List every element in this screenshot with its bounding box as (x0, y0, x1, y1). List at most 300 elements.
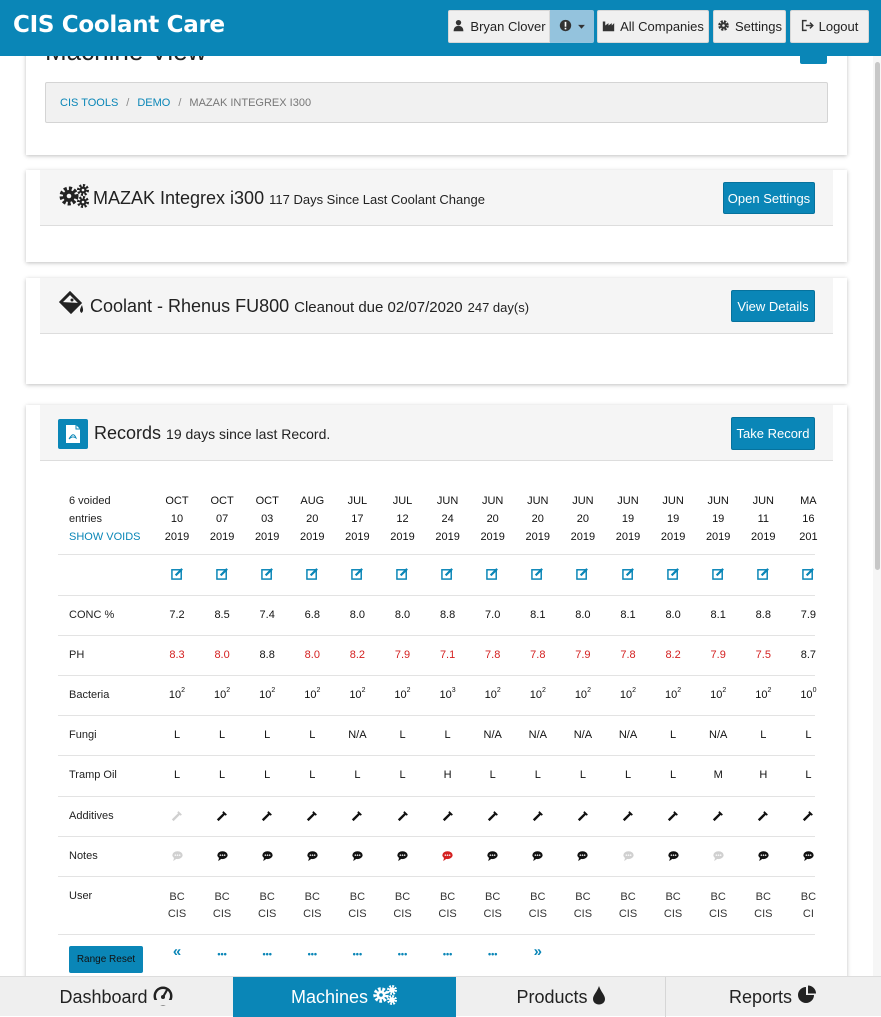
tab-reports[interactable] (666, 977, 881, 1017)
voided-entries (69, 492, 141, 546)
row-label-conc: CONC % (69, 609, 115, 621)
fungi-value: N/A (348, 729, 367, 741)
record-date-d: 20 (486, 513, 499, 525)
open-settings-button[interactable]: Open Settings (723, 182, 815, 214)
tab-machines-label: Machines (290, 986, 369, 1007)
pager-page[interactable]: ••• (352, 949, 363, 959)
user-initials (695, 889, 741, 923)
user-initials-line: BC (530, 891, 546, 903)
cleanout-days: 247 day(s) (467, 300, 530, 315)
tab-dashboard-label: Dashboard (59, 986, 148, 1007)
conc-value: 8.1 (620, 609, 636, 621)
machine-title (93, 188, 485, 209)
user-initials (425, 889, 471, 923)
note-icon[interactable] (380, 850, 426, 865)
cleanout-due: Cleanout due 02/07/2020 (294, 299, 463, 316)
note-icon[interactable] (785, 850, 831, 865)
edit-icon[interactable] (785, 567, 831, 583)
additive-icon[interactable] (515, 810, 561, 825)
tab-products-label: Products (516, 986, 588, 1007)
all-companies-button[interactable] (597, 10, 709, 43)
edit-icon[interactable] (154, 567, 200, 583)
pager-page[interactable]: ••• (442, 949, 453, 959)
additive-icon[interactable] (199, 810, 245, 825)
user-company-line: CIS (528, 908, 547, 920)
tramp-oil-value: L (264, 769, 271, 781)
record-date-d: 07 (215, 513, 229, 525)
note-icon[interactable] (154, 850, 200, 865)
bacteria-base: 10 (755, 689, 768, 701)
user-initials-line: BC (304, 891, 320, 903)
edit-icon[interactable] (425, 567, 471, 583)
gears-icon (372, 985, 398, 1010)
conc-value: 8.8 (755, 609, 771, 621)
fungi-value: L (805, 729, 812, 741)
breadcrumb-link-site[interactable]: DEMO (137, 96, 171, 109)
pager-page[interactable]: ••• (397, 949, 408, 959)
row-divider (58, 675, 815, 676)
note-icon[interactable] (740, 850, 786, 865)
edit-icon[interactable] (199, 567, 245, 583)
user-initials-line: BC (394, 891, 411, 903)
user-initials (470, 889, 516, 923)
ph-value: 8.3 (169, 649, 185, 661)
fungi-value: L (309, 729, 316, 741)
show-voids-link[interactable]: SHOW VOIDS (69, 531, 141, 543)
fungi-value: N/A (573, 729, 593, 741)
user-company-line: CIS (212, 908, 232, 920)
gears-icon (58, 184, 90, 213)
voided-count: 6 voided (69, 495, 111, 507)
bacteria-base: 10 (168, 689, 182, 701)
record-date-header (380, 492, 426, 546)
record-date-header (515, 492, 561, 546)
bacteria-exponent: 2 (496, 687, 501, 694)
user-company-line: CIS (618, 908, 638, 920)
edit-icon[interactable] (244, 567, 290, 583)
user-initials (289, 889, 335, 923)
record-date-y: 2019 (615, 531, 641, 543)
fungi-value: L (173, 729, 181, 741)
additive-icon[interactable] (560, 810, 606, 825)
user-company-line: CIS (303, 908, 322, 920)
brand-logo[interactable]: CIS Coolant Care (13, 12, 225, 38)
pager-page[interactable]: ••• (262, 949, 272, 959)
all-companies-label: All Companies (620, 19, 704, 34)
record-date-y: 2019 (390, 531, 415, 543)
bacteria-exponent: 2 (541, 687, 546, 694)
record-date-m: JUN (662, 495, 684, 507)
record-date-y: 2019 (705, 531, 731, 543)
conc-value: 7.0 (485, 609, 501, 621)
conc-value: 8.5 (214, 609, 230, 621)
ph-value: 7.9 (575, 649, 591, 661)
row-label-ph: PH (69, 649, 85, 661)
bacteria-base: 10 (439, 689, 452, 701)
bacteria-base: 10 (529, 689, 542, 701)
record-date-y: 201 (799, 531, 818, 543)
record-date-m: JUN (617, 495, 639, 507)
edit-icon[interactable] (470, 567, 516, 583)
additive-icon[interactable] (470, 810, 516, 825)
bacteria-value (650, 689, 696, 701)
ph-value: 7.1 (439, 649, 456, 661)
pager-prev[interactable]: « (172, 943, 182, 960)
pdf-icon[interactable] (58, 419, 88, 449)
user-icon (452, 19, 465, 35)
note-icon[interactable] (695, 850, 741, 865)
tab-machines[interactable] (233, 977, 456, 1017)
record-date-d: 24 (441, 513, 454, 525)
tramp-oil-value: L (489, 769, 496, 781)
user-initials-line: BC (710, 891, 726, 903)
additive-icon[interactable] (695, 810, 741, 825)
record-date-m: JUL (392, 495, 413, 507)
bacteria-exponent: 2 (767, 687, 772, 694)
bacteria-exponent: 0 (812, 687, 817, 694)
bacteria-value (199, 689, 245, 701)
record-date-d: 11 (757, 513, 769, 525)
pager-page[interactable]: ••• (307, 949, 318, 959)
note-icon[interactable] (425, 850, 471, 865)
tramp-oil-value: L (173, 769, 181, 781)
gear-icon (717, 19, 730, 35)
user-initials (560, 889, 606, 923)
tramp-oil-value: L (309, 769, 316, 781)
record-date-d: 20 (531, 513, 544, 525)
ph-value: 7.8 (620, 649, 636, 661)
user-company-line: CIS (167, 908, 187, 920)
user-company-line: CIS (483, 908, 502, 920)
conc-value: 8.0 (665, 609, 681, 621)
ph-value: 7.8 (485, 649, 501, 661)
bacteria-value (785, 689, 831, 701)
bacteria-exponent: 3 (451, 687, 456, 694)
edit-icon[interactable] (515, 567, 561, 583)
record-date-m: MA (800, 495, 817, 507)
tramp-oil-value: L (624, 769, 632, 781)
ph-value: 8.0 (304, 649, 320, 661)
pager-next[interactable]: » (533, 943, 542, 960)
view-details-button[interactable]: View Details (731, 290, 815, 322)
row-divider (58, 715, 815, 716)
user-initials (244, 889, 290, 923)
tab-dashboard[interactable] (0, 977, 233, 1017)
record-date-header (695, 492, 741, 546)
ph-value: 8.2 (349, 649, 366, 661)
take-record-button[interactable]: Take Record (731, 417, 815, 450)
ph-value: 7.9 (394, 649, 411, 661)
fungi-value: N/A (709, 729, 728, 741)
edit-icon[interactable] (650, 567, 696, 583)
additive-icon[interactable] (785, 810, 831, 825)
user-company-line: CI (802, 908, 814, 920)
record-date-m: JUN (572, 495, 594, 507)
row-label-tramp-oil: Tramp Oil (69, 769, 117, 781)
range-reset-button[interactable]: Range Reset (69, 946, 143, 973)
fungi-value: N/A (528, 729, 547, 741)
additive-icon[interactable] (380, 810, 426, 825)
conc-value: 7.2 (169, 609, 185, 621)
additive-icon[interactable] (154, 810, 200, 825)
tab-reports-label: Reports (728, 986, 793, 1007)
conc-value: 8.0 (349, 609, 366, 621)
bacteria-value (334, 689, 380, 701)
record-date-m: JUN (436, 495, 459, 507)
edit-icon[interactable] (380, 567, 426, 583)
bacteria-exponent: 2 (316, 687, 321, 694)
record-date-d: 19 (712, 513, 725, 525)
record-date-y: 2019 (300, 531, 325, 543)
exclamation-icon (559, 19, 572, 35)
conc-value: 8.1 (710, 609, 726, 621)
user-initials (199, 889, 245, 923)
conc-value: 7.9 (800, 609, 817, 621)
record-date-m: JUN (527, 495, 549, 507)
tramp-oil-value: L (399, 769, 406, 781)
logout-icon (801, 19, 814, 35)
bottom-tab-bar (0, 976, 881, 1016)
note-icon[interactable] (199, 850, 245, 865)
bacteria-base: 10 (394, 689, 407, 701)
conc-value: 8.8 (439, 609, 456, 621)
user-company-line: CIS (258, 908, 277, 920)
logout-label: Logout (818, 19, 859, 34)
record-date-y: 2019 (570, 531, 596, 543)
record-date-m: JUN (707, 495, 729, 507)
user-initials-line: BC (575, 891, 591, 903)
bacteria-exponent: 2 (632, 687, 637, 694)
user-initials (154, 889, 200, 923)
note-icon[interactable] (560, 850, 606, 865)
breadcrumb-separator: / (126, 96, 130, 109)
row-divider (58, 876, 815, 877)
record-date-header (785, 492, 831, 546)
row-divider (58, 755, 815, 756)
bacteria-value (425, 689, 471, 701)
user-initials-line: BC (439, 891, 456, 903)
factory-icon (602, 19, 615, 35)
fungi-value: L (399, 729, 406, 741)
user-initials-line: BC (349, 891, 366, 903)
user-company-line: CIS (438, 908, 457, 920)
record-date-m: AUG (300, 495, 325, 507)
note-icon[interactable] (334, 850, 380, 865)
row-label-additives: Additives (69, 810, 114, 822)
record-date-y: 2019 (525, 531, 551, 543)
voided-entries-label: entries (69, 513, 103, 525)
note-icon[interactable] (244, 850, 290, 865)
logout-button[interactable] (790, 10, 869, 43)
fungi-value: L (670, 729, 677, 741)
conc-value: 8.0 (394, 609, 411, 621)
additive-icon[interactable] (740, 810, 786, 825)
bacteria-base: 10 (619, 689, 633, 701)
machine-name: MAZAK Integrex i300 (93, 188, 265, 208)
ph-value: 7.8 (530, 649, 546, 661)
user-company-line: CIS (709, 908, 728, 920)
edit-icon[interactable] (695, 567, 741, 583)
record-date-header (334, 492, 380, 546)
record-date-m: OCT (210, 495, 234, 507)
tachometer-icon (152, 985, 174, 1010)
pager-page[interactable]: ••• (217, 949, 227, 959)
row-label-notes: Notes (69, 850, 98, 862)
user-initials (740, 889, 786, 923)
records-title (94, 423, 330, 444)
record-date-header (199, 492, 245, 546)
days-since-record: 19 days since last Record. (166, 426, 331, 442)
conc-value: 7.4 (259, 609, 275, 621)
fungi-value: L (444, 729, 451, 741)
row-label-bacteria: Bacteria (69, 689, 110, 701)
tramp-oil-value: M (713, 769, 723, 781)
user-initials-line: BC (800, 891, 817, 903)
additive-icon[interactable] (425, 810, 471, 825)
user-initials (515, 889, 561, 923)
record-date-m: JUN (481, 495, 504, 507)
pager-page[interactable]: ••• (487, 949, 498, 959)
record-date-d: 19 (666, 513, 680, 525)
record-date-d: 16 (802, 513, 815, 525)
record-date-y: 2019 (660, 531, 686, 543)
bacteria-value (560, 689, 606, 701)
additive-icon[interactable] (244, 810, 290, 825)
edit-icon[interactable] (560, 567, 606, 583)
bacteria-exponent: 2 (226, 687, 231, 694)
additive-icon[interactable] (605, 810, 651, 825)
user-company-line: CIS (573, 908, 593, 920)
row-label-user: User (69, 890, 93, 902)
record-date-y: 2019 (164, 531, 190, 543)
breadcrumb-link-company[interactable]: CIS TOOLS (60, 96, 119, 109)
user-menu-button[interactable] (448, 10, 550, 43)
record-date-d: 03 (261, 513, 274, 525)
note-icon[interactable] (289, 850, 335, 865)
record-date-header (289, 492, 335, 546)
bacteria-value (380, 689, 426, 701)
fungi-value: L (760, 729, 767, 741)
additive-icon[interactable] (334, 810, 380, 825)
user-company-line: CIS (754, 908, 773, 920)
user-initials-line: BC (485, 891, 501, 903)
user-initials-line: BC (665, 891, 681, 903)
record-date-y: 2019 (751, 531, 776, 543)
bacteria-exponent: 2 (271, 687, 276, 694)
tramp-oil-value: L (534, 769, 541, 781)
user-initials (785, 889, 831, 923)
settings-button[interactable] (713, 10, 786, 43)
bacteria-value (470, 689, 516, 701)
record-date-d: 19 (621, 513, 635, 525)
record-date-m: OCT (255, 495, 279, 507)
bacteria-exponent: 2 (181, 687, 186, 694)
edit-icon[interactable] (334, 567, 380, 583)
edit-icon[interactable] (740, 567, 786, 583)
row-divider (58, 796, 815, 797)
bacteria-value (154, 689, 200, 701)
tramp-oil-value: L (219, 769, 226, 781)
breadcrumb (45, 82, 828, 123)
coolant-name: Coolant - Rhenus FU800 (90, 296, 290, 316)
user-company-line: CIS (663, 908, 683, 920)
record-date-y: 2019 (435, 531, 460, 543)
tramp-oil-value: H (759, 769, 768, 781)
bacteria-exponent: 2 (406, 687, 411, 694)
edit-icon[interactable] (605, 567, 651, 583)
tramp-oil-value: H (443, 769, 452, 781)
record-date-header (650, 492, 696, 546)
pie-chart-icon (796, 985, 818, 1010)
user-initials (605, 889, 651, 923)
ph-value: 8.7 (800, 649, 817, 661)
records-label: Records (94, 423, 162, 443)
note-icon[interactable] (515, 850, 561, 865)
bacteria-base: 10 (349, 689, 362, 701)
days-since-coolant-change: 117 Days Since Last Coolant Change (269, 192, 485, 207)
bacteria-base: 10 (304, 689, 317, 701)
breadcrumb-separator: / (178, 96, 182, 109)
tramp-oil-value: L (579, 769, 586, 781)
conc-value: 6.8 (304, 609, 320, 621)
user-initials-line: BC (259, 891, 275, 903)
bacteria-base: 10 (574, 689, 588, 701)
user-initials (380, 889, 426, 923)
row-divider (58, 934, 815, 935)
tab-products[interactable] (456, 977, 666, 1017)
user-initials (334, 889, 380, 923)
bacteria-exponent: 2 (587, 687, 591, 694)
tint-drop-icon (592, 985, 606, 1010)
bacteria-base: 10 (484, 689, 497, 701)
record-date-m: JUN (752, 495, 774, 507)
tramp-oil-value: L (354, 769, 361, 781)
fungi-value: L (264, 729, 271, 741)
record-date-d: 10 (170, 513, 184, 525)
conc-value: 8.1 (530, 609, 546, 621)
user-initials-line: BC (169, 891, 185, 903)
settings-label: Settings (735, 19, 782, 34)
bacteria-base: 10 (710, 689, 723, 701)
alert-dropdown-button[interactable] (550, 10, 594, 43)
additive-icon[interactable] (650, 810, 696, 825)
edit-icon[interactable] (289, 567, 335, 583)
record-date-d: 20 (576, 513, 590, 525)
additive-icon[interactable] (289, 810, 335, 825)
coolant-panel (26, 278, 847, 384)
bacteria-base: 10 (259, 689, 272, 701)
page-scrollbar-thumb[interactable] (875, 62, 880, 570)
bacteria-value (244, 689, 290, 701)
bacteria-base: 10 (800, 689, 813, 701)
record-date-y: 2019 (254, 531, 280, 543)
record-date-d: 20 (306, 513, 319, 525)
row-label-fungi: Fungi (69, 729, 97, 741)
bacteria-value (515, 689, 561, 701)
row-divider (58, 635, 815, 636)
user-name: Bryan Clover (470, 19, 546, 34)
bacteria-value (740, 689, 786, 701)
note-icon[interactable] (605, 850, 651, 865)
record-date-d: 17 (351, 513, 364, 525)
ph-value: 8.0 (214, 649, 230, 661)
note-icon[interactable] (470, 850, 516, 865)
note-icon[interactable] (650, 850, 696, 865)
user-initials-line: BC (620, 891, 636, 903)
breadcrumb-current: MAZAK INTEGREX I300 (189, 96, 312, 109)
bacteria-value (289, 689, 335, 701)
record-date-header (425, 492, 471, 546)
